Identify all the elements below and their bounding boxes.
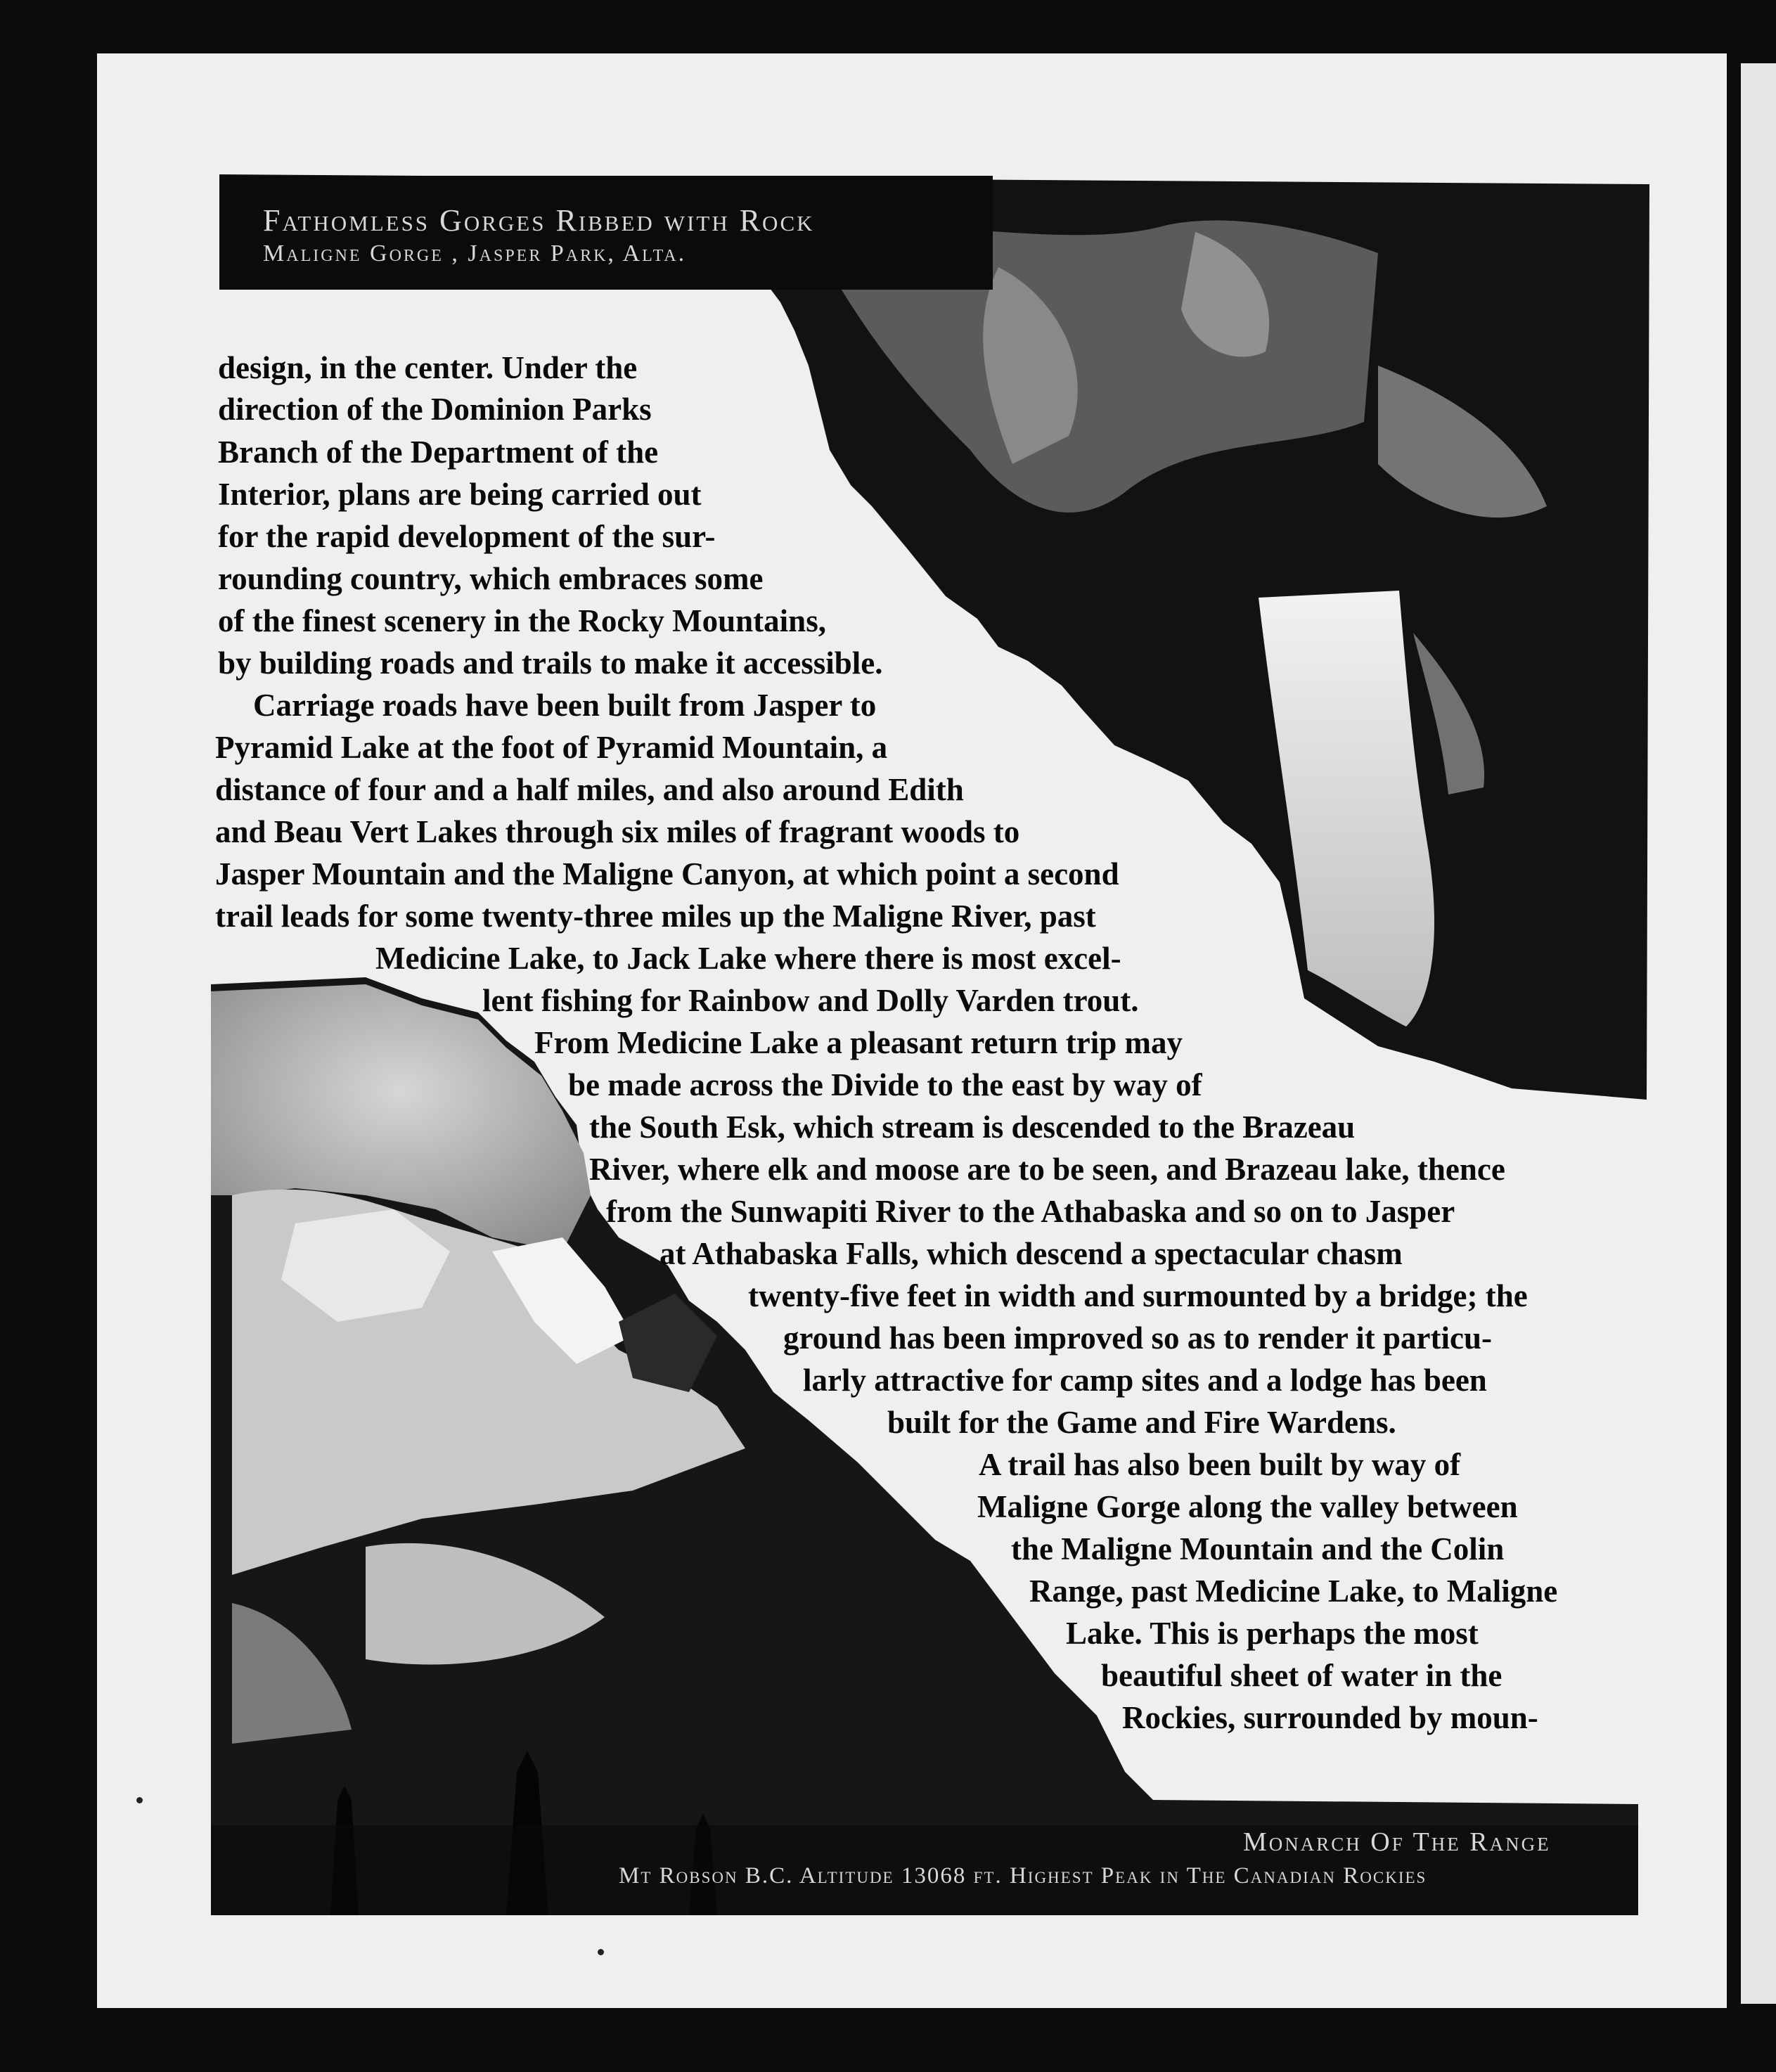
body-line-7: of the finest scenery in the Rocky Mountains, — [218, 603, 826, 638]
body-line-8: by building roads and trails to make it accessible. — [218, 645, 883, 681]
body-line-30: Range, past Medicine Lake, to Maligne — [1029, 1574, 1558, 1609]
top-photo-caption-title: Fathomless Gorges Ribbed with Rock — [263, 203, 815, 238]
bottom-photo-caption-detail: Mt Robson B.C. Altitude 13068 ft. Highest Peak in The Canadian Rockies — [619, 1863, 1427, 1888]
body-line-32: beautiful sheet of water in the — [1101, 1658, 1502, 1693]
body-line-18: be made across the Divide to the east by way of — [568, 1067, 1202, 1102]
body-line-25: larly attractive for camp sites and a lodge has been — [803, 1363, 1487, 1398]
top-photo-caption-location: Maligne Gorge , Jasper Park, Alta. — [263, 240, 687, 266]
body-line-3: Branch of the Department of the — [218, 435, 659, 470]
body-line-22: at Athabaska Falls, which descend a spectacular chasm — [659, 1236, 1403, 1271]
body-line-11: distance of four and a half miles, and also around Edith — [215, 772, 964, 807]
body-line-20: River, where elk and moose are to be seen, and Brazeau lake, thence — [589, 1152, 1505, 1187]
body-line-27: A trail has also been built by way of — [979, 1447, 1461, 1482]
body-line-13: Jasper Mountain and the Maligne Canyon, at which point a second — [215, 856, 1119, 892]
body-line-6: rounding country, which embraces some — [218, 561, 764, 596]
body-line-26: built for the Game and Fire Wardens. — [887, 1405, 1396, 1440]
body-line-24: ground has been improved so as to render it particu- — [783, 1320, 1492, 1356]
body-line-17: From Medicine Lake a pleasant return trip may — [534, 1025, 1183, 1060]
bottom-photo-caption-title: Monarch Of The Range — [1243, 1827, 1551, 1857]
margin-speck — [598, 1949, 604, 1955]
body-line-2: direction of the Dominion Parks — [218, 392, 652, 427]
body-line-1: design, in the center. Under the — [218, 350, 638, 385]
body-line-21: from the Sunwapiti River to the Athabaska and so on to Jasper — [606, 1194, 1455, 1229]
body-line-4: Interior, plans are being carried out — [218, 477, 702, 512]
body-line-10: Pyramid Lake at the foot of Pyramid Mountain, a — [215, 730, 888, 765]
body-line-19: the South Esk, which stream is descended to the Brazeau — [589, 1109, 1356, 1145]
body-line-28: Maligne Gorge along the valley between — [977, 1489, 1518, 1524]
body-line-9: Carriage roads have been built from Jasper to — [253, 688, 877, 723]
body-line-23: twenty-five feet in width and surmounted by a bridge; the — [748, 1278, 1528, 1313]
body-line-12: and Beau Vert Lakes through six miles of fragrant woods to — [215, 814, 1020, 849]
margin-speck — [136, 1797, 143, 1803]
body-line-14: trail leads for some twenty-three miles up the Maligne River, past — [215, 899, 1096, 934]
body-line-33: Rockies, surrounded by moun- — [1122, 1700, 1538, 1735]
body-line-5: for the rapid development of the sur- — [218, 519, 716, 554]
body-line-29: the Maligne Mountain and the Colin — [1011, 1531, 1505, 1566]
body-line-16: lent fishing for Rainbow and Dolly Varden trout. — [482, 983, 1139, 1018]
body-line-31: Lake. This is perhaps the most — [1066, 1616, 1479, 1651]
body-line-15: Medicine Lake, to Jack Lake where there is most excel- — [375, 941, 1121, 976]
